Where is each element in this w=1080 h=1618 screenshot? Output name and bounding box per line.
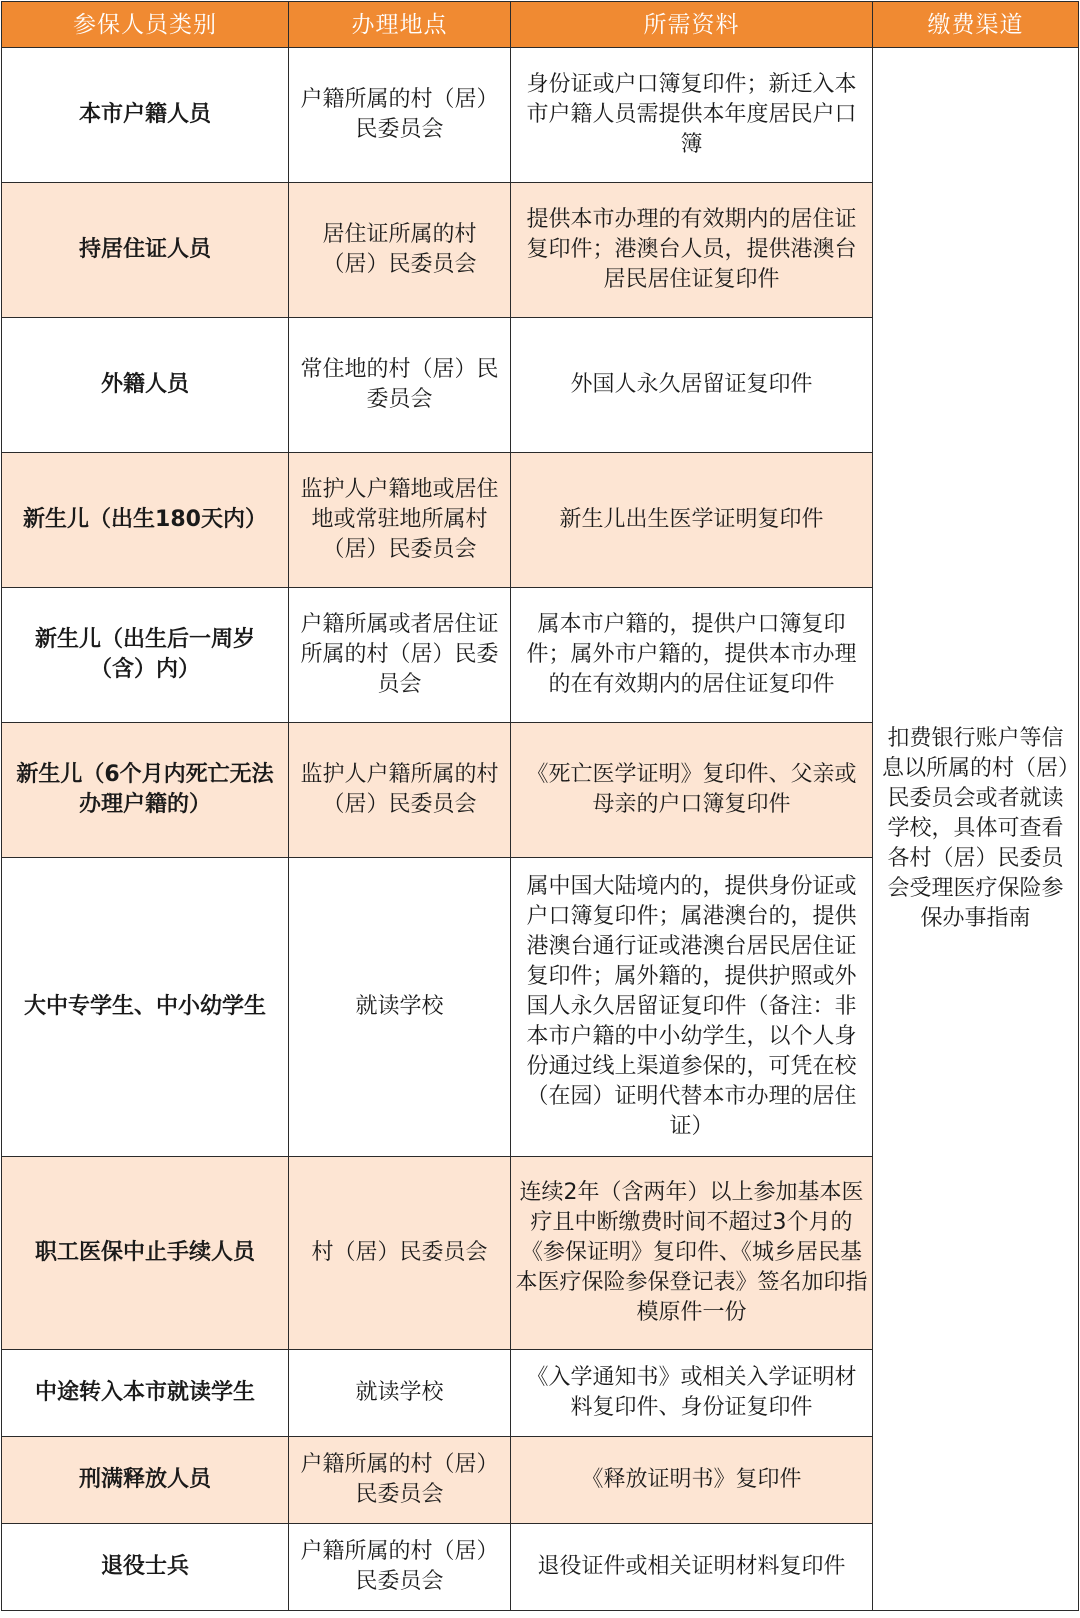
row-location: 就读学校 bbox=[289, 858, 511, 1157]
table-header-row bbox=[2, 2, 1079, 48]
header-category: 参保人员类别 bbox=[2, 2, 289, 48]
row-materials: 连续2年（含两年）以上参加基本医疗且中断缴费时间不超过3个月的《参保证明》复印件、《城乡居民基本医疗保险参保登记表》签名加印指模原件一份 bbox=[511, 1157, 873, 1350]
row-location: 户籍所属的村（居）民委员会 bbox=[289, 1524, 511, 1611]
row-category: 新生儿（6个月内死亡无法办理户籍的） bbox=[2, 723, 289, 858]
row-category: 新生儿（出生后一周岁（含）内） bbox=[2, 588, 289, 723]
row-category: 刑满释放人员 bbox=[2, 1437, 289, 1524]
row-location: 户籍所属或者居住证所属的村（居）民委员会 bbox=[289, 588, 511, 723]
row-materials: 《死亡医学证明》复印件、父亲或母亲的户口簿复印件 bbox=[511, 723, 873, 858]
row-category: 大中专学生、中小幼学生 bbox=[2, 858, 289, 1157]
row-materials: 《释放证明书》复印件 bbox=[511, 1437, 873, 1524]
row-location: 户籍所属的村（居）民委员会 bbox=[289, 48, 511, 183]
row-materials: 属本市户籍的，提供户口簿复印件；属外市户籍的，提供本市办理的在有效期内的居住证复印件 bbox=[511, 588, 873, 723]
row-location: 居住证所属的村（居）民委员会 bbox=[289, 183, 511, 318]
row-category: 外籍人员 bbox=[2, 318, 289, 453]
row-location: 就读学校 bbox=[289, 1350, 511, 1437]
header-location: 办理地点 bbox=[289, 2, 511, 48]
row-location: 村（居）民委员会 bbox=[289, 1157, 511, 1350]
row-location: 常住地的村（居）民委员会 bbox=[289, 318, 511, 453]
payment-channel-cell: 扣费银行账户等信息以所属的村（居）民委员会或者就读学校，具体可查看各村（居）民委员会受理医疗保险参保办事指南 bbox=[873, 48, 1079, 1611]
row-materials: 退役证件或相关证明材料复印件 bbox=[511, 1524, 873, 1611]
row-materials: 提供本市办理的有效期内的居住证复印件；港澳台人员，提供港澳台居民居住证复印件 bbox=[511, 183, 873, 318]
row-category: 职工医保中止手续人员 bbox=[2, 1157, 289, 1350]
row-materials: 《入学通知书》或相关入学证明材料复印件、身份证复印件 bbox=[511, 1350, 873, 1437]
row-category: 退役士兵 bbox=[2, 1524, 289, 1611]
table-row bbox=[2, 48, 1079, 183]
row-location: 监护人户籍所属的村（居）民委员会 bbox=[289, 723, 511, 858]
row-category: 持居住证人员 bbox=[2, 183, 289, 318]
row-materials: 新生儿出生医学证明复印件 bbox=[511, 453, 873, 588]
row-materials: 外国人永久居留证复印件 bbox=[511, 318, 873, 453]
insurance-enrollment-table bbox=[1, 1, 1079, 1611]
row-category: 本市户籍人员 bbox=[2, 48, 289, 183]
row-materials: 身份证或户口簿复印件；新迁入本市户籍人员需提供本年度居民户口簿 bbox=[511, 48, 873, 183]
row-location: 户籍所属的村（居）民委员会 bbox=[289, 1437, 511, 1524]
row-location: 监护人户籍地或居住地或常驻地所属村（居）民委员会 bbox=[289, 453, 511, 588]
row-materials: 属中国大陆境内的，提供身份证或户口簿复印件；属港澳台的，提供港澳台通行证或港澳台居民居住证复印件；属外籍的，提供护照或外国人永久居留证复印件（备注：非本市户籍的中小幼学生，以个人身份通过线上渠道参保的，可凭在校（在园）证明代替本市办理的居住证） bbox=[511, 858, 873, 1157]
row-category: 新生儿（出生180天内） bbox=[2, 453, 289, 588]
header-materials: 所需资料 bbox=[511, 2, 873, 48]
row-category: 中途转入本市就读学生 bbox=[2, 1350, 289, 1437]
header-payment: 缴费渠道 bbox=[873, 2, 1079, 48]
